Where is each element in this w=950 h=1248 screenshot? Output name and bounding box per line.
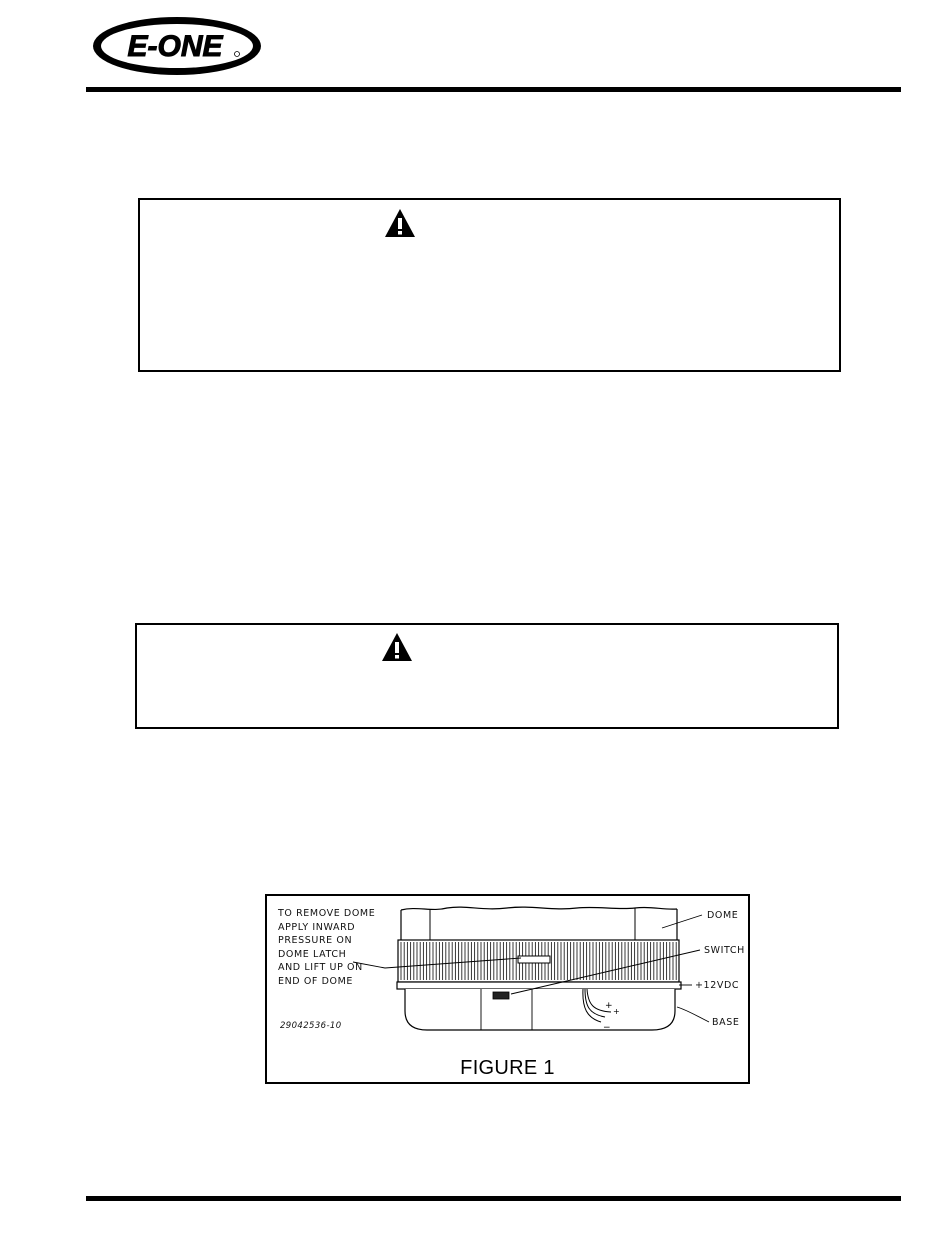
footer-rule xyxy=(86,1196,901,1201)
dome-removal-instructions: TO REMOVE DOME APPLY INWARD PRESSURE ON DOME LATCH AND LIFT UP ON END OF DOME xyxy=(278,908,376,987)
svg-text:+: + xyxy=(613,1007,620,1016)
svg-text:+: + xyxy=(605,1001,613,1011)
warning-box xyxy=(138,198,841,372)
warning-triangle-icon xyxy=(381,632,413,662)
base-label: BASE xyxy=(712,1017,740,1028)
warning-box xyxy=(135,623,839,729)
part-number: 29042536-10 xyxy=(280,1021,342,1031)
warning-triangle-icon xyxy=(384,208,416,238)
figure-caption: FIGURE 1 xyxy=(460,1057,555,1079)
switch-label: SWITCH xyxy=(704,945,745,956)
header-rule xyxy=(86,87,901,92)
e-one-logo xyxy=(89,14,265,78)
logo-text: E-ONE xyxy=(127,30,223,63)
voltage-label: +12VDC xyxy=(695,980,740,991)
dome-label: DOME xyxy=(707,910,739,921)
figure-1 xyxy=(265,894,750,1084)
svg-text:−: − xyxy=(603,1023,611,1033)
